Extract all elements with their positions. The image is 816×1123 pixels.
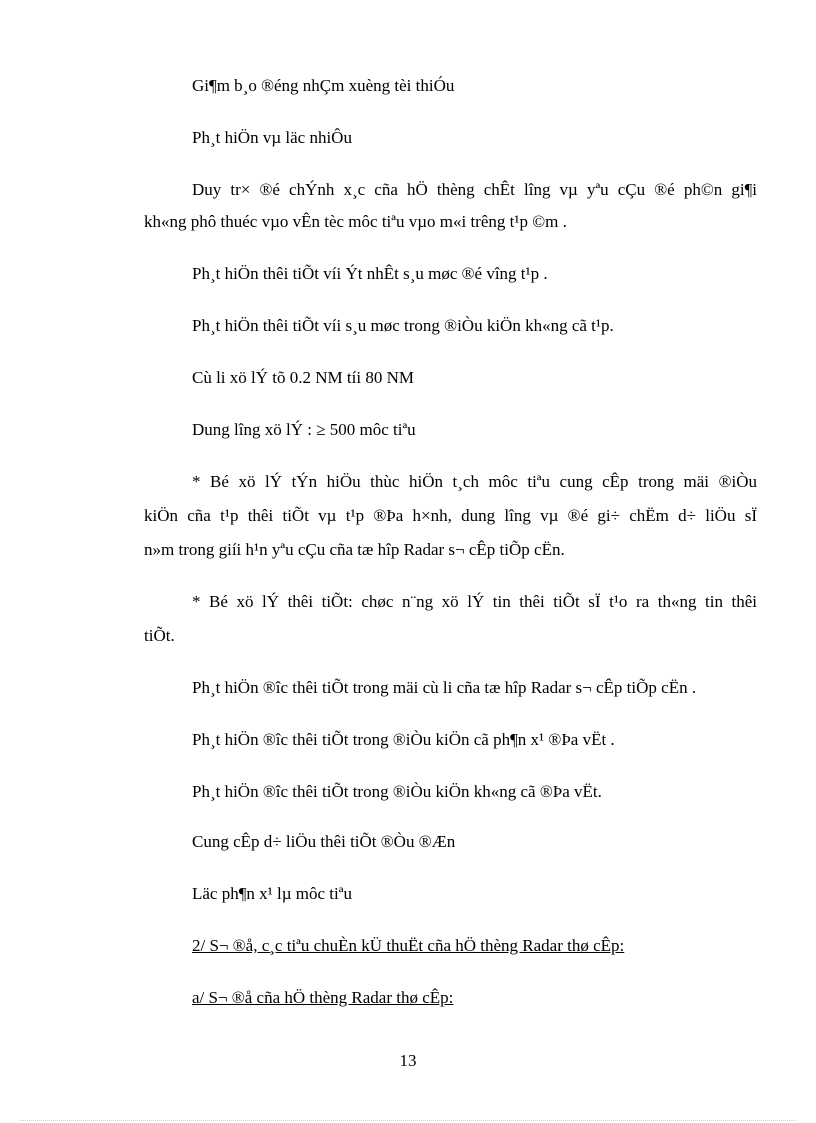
text-line: Ph¸t hiÖn thêi tiÕt víi Ýt nhÊt s¸u møc ®é vîng t¹p . — [192, 264, 548, 283]
page-number: 13 — [399, 1051, 417, 1070]
text-line: Ph¸t hiÖn thêi tiÕt víi s¸u møc trong ®iÒu kiÖn kh«ng cã t¹p. — [192, 316, 614, 335]
text-line: Dung lîng xö lÝ : ≥ 500 môc tiªu — [192, 420, 416, 439]
page-bottom-divider — [20, 1120, 796, 1121]
text-line: Ph¸t hiÖn ®îc thêi tiÕt trong mäi cù li cña tæ hîp Radar s¬ cÊp tiÕp cËn . — [192, 678, 697, 697]
text-line: Cung cÊp d÷ liÖu thêi tiÕt ®Òu ®Æn — [192, 832, 456, 851]
text-line: Läc ph¶n x¹ lµ môc tiªu — [192, 884, 352, 903]
text-line: Duy tr× ®é chÝnh x¸c cña hÖ thèng chÊt lîng vµ yªu cÇu ®é ph©n gi¶i — [192, 180, 757, 199]
subsection-heading: a/ S¬ ®å cña hÖ thèng Radar thø cÊp: — [192, 988, 454, 1007]
text-line: tiÕt. — [144, 626, 175, 645]
text-line: Gi¶m b¸o ®éng nhÇm xuèng tèi thiÓu — [192, 76, 455, 95]
text-line: n»m trong giíi h¹n yªu cÇu cña tæ hîp Radar s¬ cÊp tiÕp cËn. — [144, 540, 565, 559]
text-line: kiÖn cña t¹p thêi tiÕt vµ t¹p ®Þa h×nh, dung lîng vµ ®é gi÷ chËm d÷ liÖu sÏ — [144, 506, 757, 525]
text-line: kh«ng phô thuéc vµo vÊn tèc môc tiªu vµo m«i trêng t¹p ©m . — [144, 212, 567, 231]
text-line: * Bé xö lÝ tÝn hiÖu thùc hiÖn t¸ch môc tiªu cung cÊp trong mäi ®iÒu — [192, 472, 757, 491]
text-line: * Bé xö lÝ thêi tiÕt: chøc n¨ng xö lÝ tin thêi tiÕt sÏ t¹o ra th«ng tin thêi — [192, 592, 757, 611]
text-line: Ph¸t hiÖn vµ läc nhiÔu — [192, 128, 352, 147]
section-heading: 2/ S¬ ®å, c¸c tiªu chuÈn kÜ thuËt cña hÖ thèng Radar thø cÊp: — [192, 936, 625, 955]
text-line: Ph¸t hiÖn ®îc thêi tiÕt trong ®iÒu kiÖn kh«ng cã ®Þa vËt. — [192, 782, 602, 801]
text-line: Cù li xö lÝ tõ 0.2 NM tíi 80 NM — [192, 368, 414, 387]
text-line: Ph¸t hiÖn ®îc thêi tiÕt trong ®iÒu kiÖn cã ph¶n x¹ ®Þa vËt . — [192, 730, 615, 749]
